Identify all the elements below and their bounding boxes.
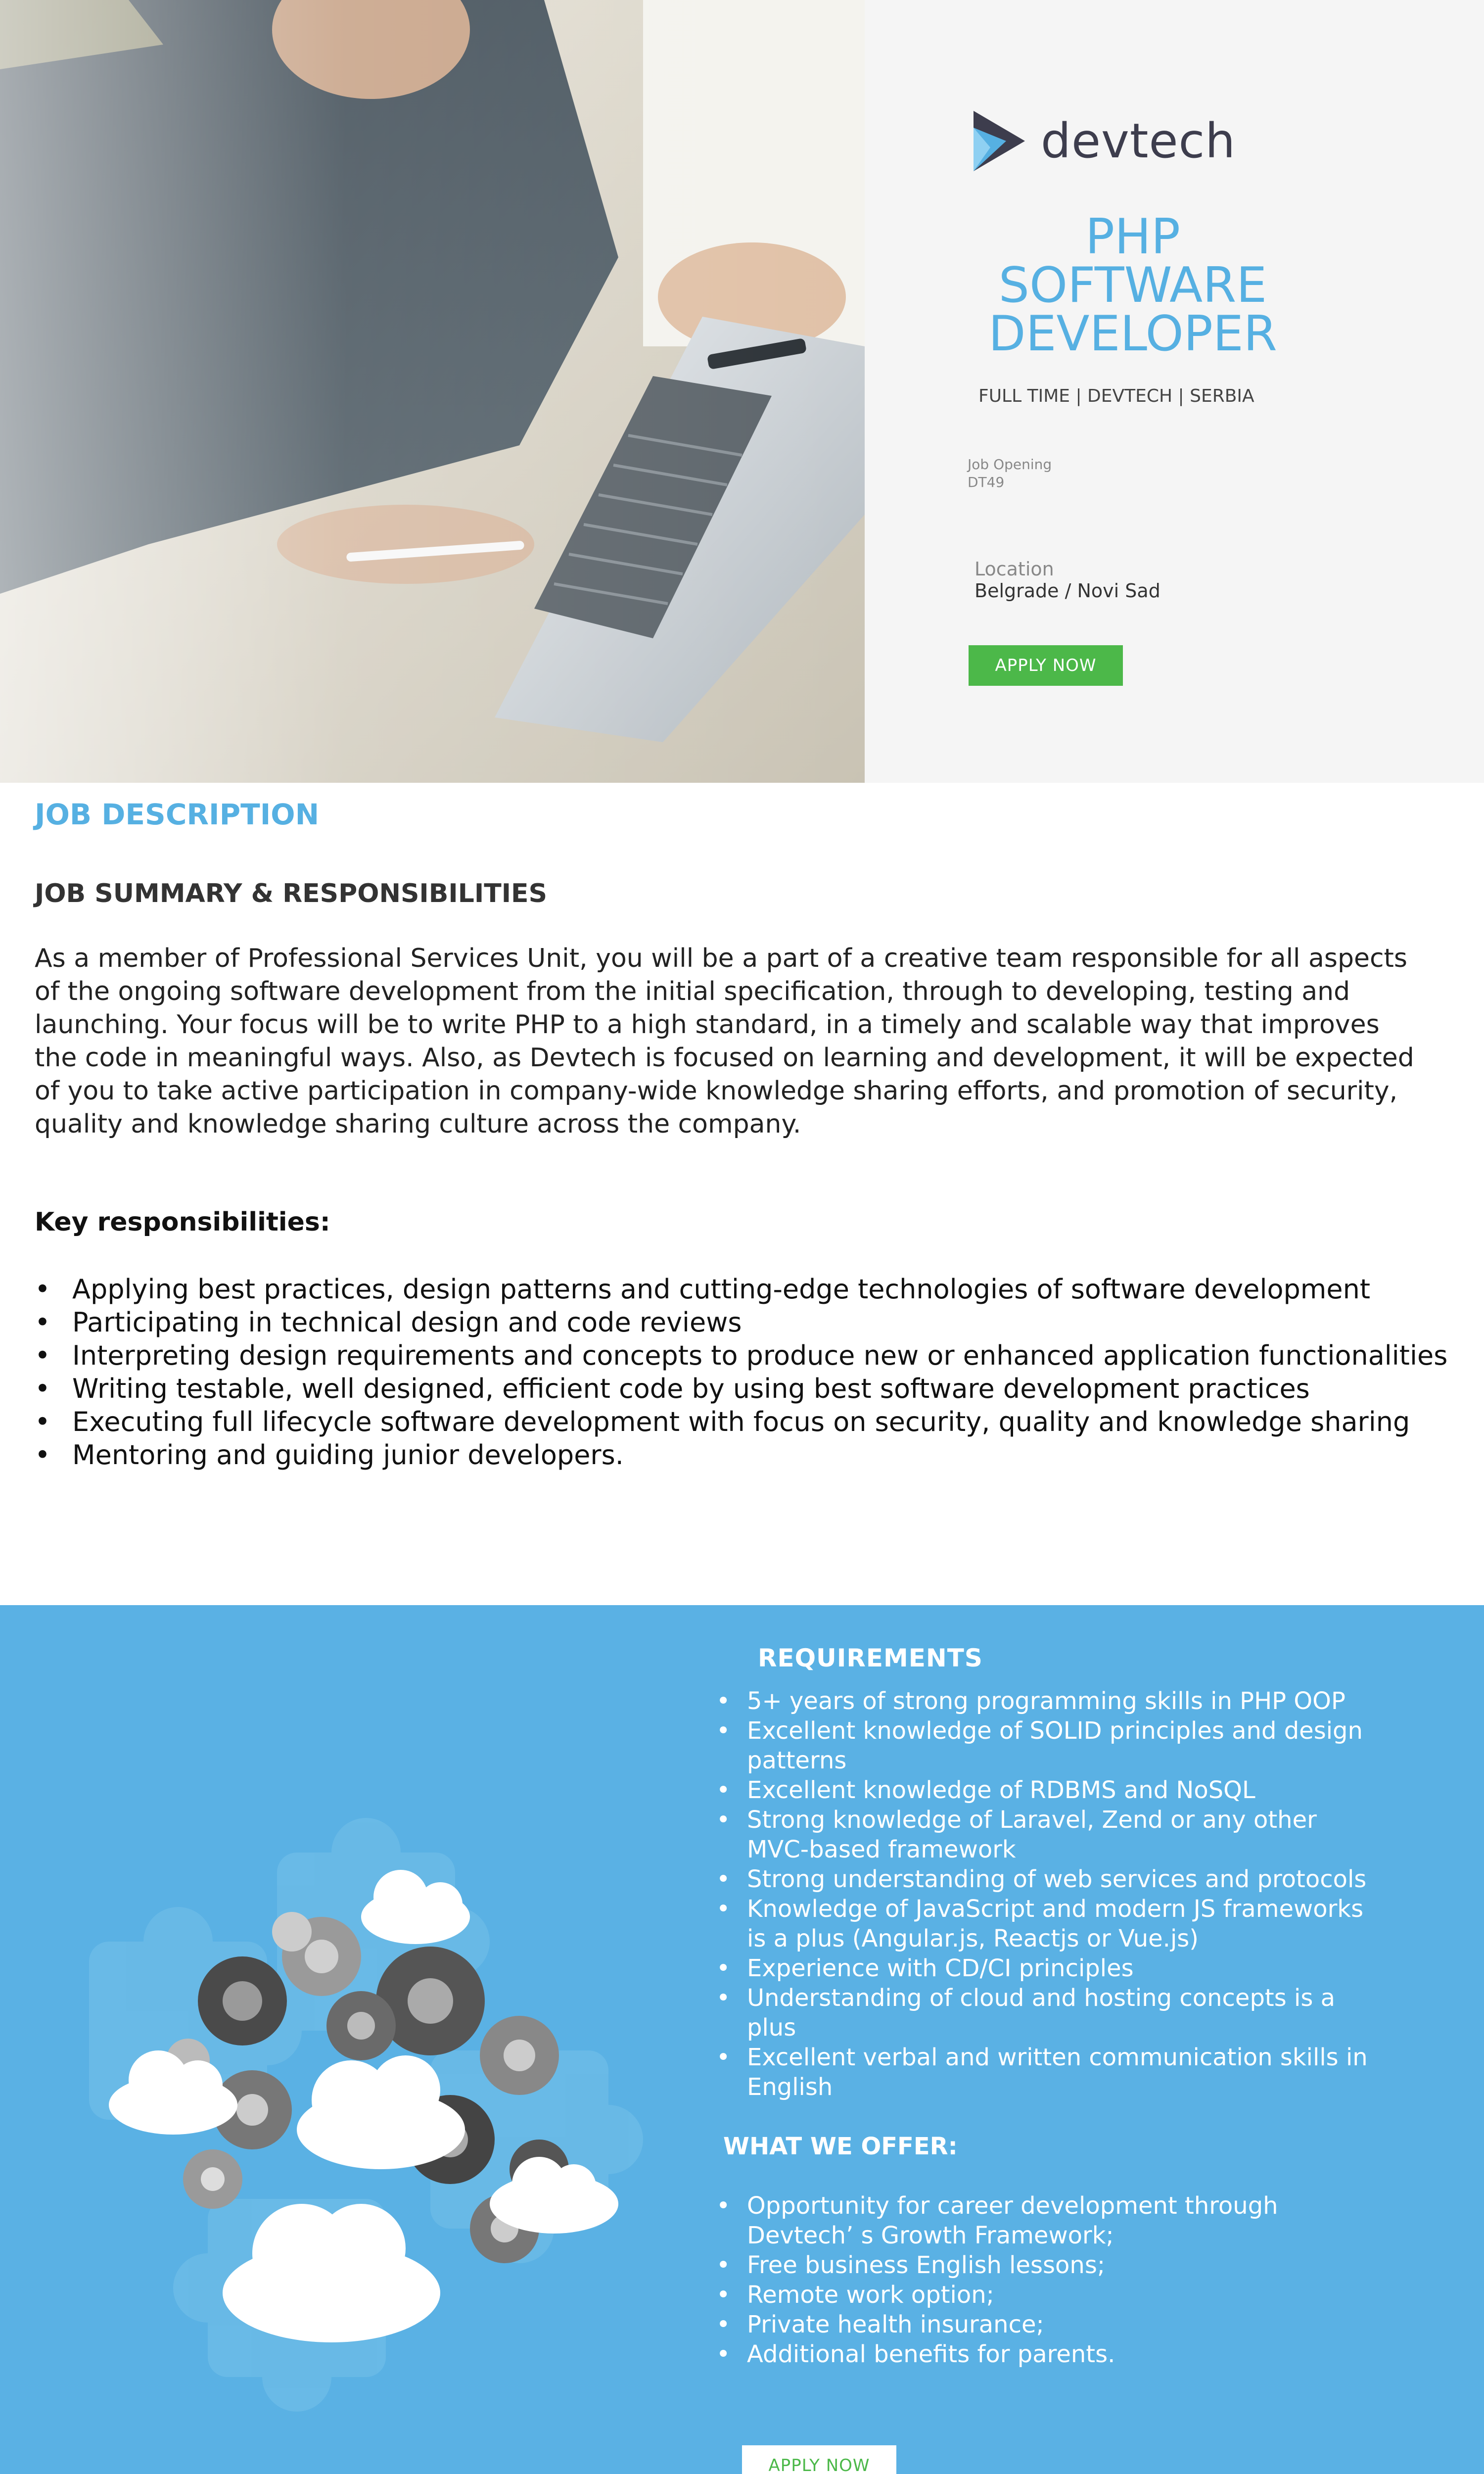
list-item: • Experience with CD/CI principles <box>712 1953 1370 1983</box>
job-summary-heading: JOB SUMMARY & RESPONSIBILITIES <box>35 879 548 908</box>
cloud-gears-illustration-icon <box>45 1793 688 2422</box>
list-item: • Applying best practices, design patterns and cutting-edge technologies of software development <box>35 1273 1449 1306</box>
list-item: • Additional benefits for parents. <box>712 2339 1370 2369</box>
what-we-offer-heading: WHAT WE OFFER: <box>723 2133 958 2160</box>
list-item: • Executing full lifecycle software development with focus on security, quality and knowledge sharing <box>35 1405 1449 1438</box>
list-item: • Knowledge of JavaScript and modern JS frameworks is a plus (Angular.js, Reactjs or Vue.js) <box>712 1894 1370 1953</box>
list-item: • Private health insurance; <box>712 2310 1370 2339</box>
laptop-workspace-photo-icon <box>0 0 865 783</box>
hero-photo <box>0 0 865 783</box>
job-description-heading: JOB DESCRIPTION <box>35 798 320 831</box>
job-title-line: DEVELOPER <box>988 306 1277 362</box>
job-meta: FULL TIME | DEVTECH | SERBIA <box>978 386 1254 406</box>
job-title-line: SOFTWARE <box>998 257 1267 314</box>
key-responsibilities-list <box>35 1273 1449 1472</box>
list-item: • Interpreting design requirements and concepts to produce new or enhanced application functionalities <box>35 1339 1449 1372</box>
job-opening-code: DT49 <box>968 474 1005 490</box>
hero-section <box>0 0 1484 783</box>
job-opening-label: Job Opening <box>968 456 1052 473</box>
job-title <box>979 209 1286 362</box>
list-item: • Excellent knowledge of RDBMS and NoSQL <box>712 1775 1370 1805</box>
list-item: • 5+ years of strong programming skills in PHP OOP <box>712 1686 1370 1716</box>
list-item: • Writing testable, well designed, efficient code by using best software development practices <box>35 1372 1449 1405</box>
list-item: • Strong knowledge of Laravel, Zend or any other MVC-based framework <box>712 1805 1370 1864</box>
list-item: • Participating in technical design and code reviews <box>35 1306 1449 1339</box>
devtech-logo[interactable] <box>969 108 1236 174</box>
list-item: • Free business English lessons; <box>712 2250 1370 2280</box>
requirements-list <box>712 1686 1370 2102</box>
apply-now-button-bottom[interactable]: APPLY NOW <box>742 2445 896 2474</box>
job-summary-text: As a member of Professional Services Unit, you will be a part of a creative team responsible for all aspects of the ongoing software development from the initial specification, through to developing, testing and launching. Your focus will be to write PHP to a high standard, in a timely and scalable way that improves the code in meaningful ways. Also, as Devtech is focused on learning and development, it will be expected of you to take active participation in company-wide knowledge sharing efforts, and promotion of security, quality and knowledge sharing culture across the company. <box>35 944 1414 1139</box>
job-title-line: PHP <box>1085 209 1180 265</box>
location-label: Location <box>974 558 1054 580</box>
offer-list <box>712 2191 1370 2369</box>
list-item: • Opportunity for career development through Devtech’ s Growth Framework; <box>712 2191 1370 2250</box>
logo-wordmark: devtech <box>1041 113 1236 169</box>
devtech-play-logo-icon <box>969 108 1028 174</box>
location-value: Belgrade / Novi Sad <box>974 580 1160 602</box>
list-item: • Excellent knowledge of SOLID principles and design patterns <box>712 1716 1370 1775</box>
list-item: • Strong understanding of web services and protocols <box>712 1864 1370 1894</box>
apply-now-button[interactable]: APPLY NOW <box>969 645 1123 686</box>
list-item: • Remote work option; <box>712 2280 1370 2310</box>
requirements-heading: REQUIREMENTS <box>758 1644 983 1672</box>
requirements-section <box>0 1605 1484 2474</box>
list-item: • Excellent verbal and written communication skills in English <box>712 2043 1370 2102</box>
key-responsibilities-heading: Key responsibilities: <box>35 1207 330 1237</box>
list-item: • Mentoring and guiding junior developers. <box>35 1438 1449 1472</box>
list-item: • Understanding of cloud and hosting concepts is a plus <box>712 1983 1370 2043</box>
